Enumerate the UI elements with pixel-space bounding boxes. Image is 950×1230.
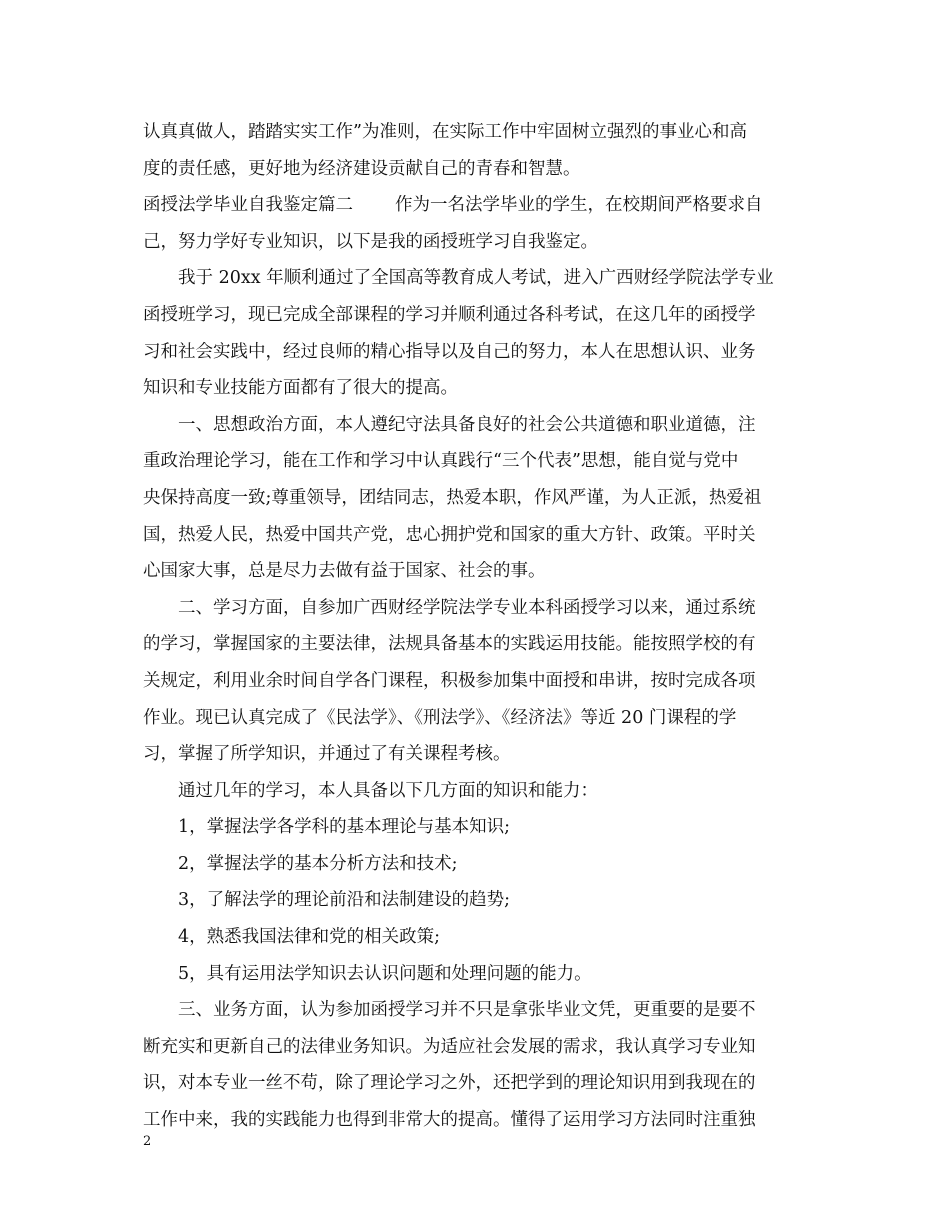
paragraph-start: 二、学习方面，自参加广西财经学院法学专业本科函授学习以来，通过系统 bbox=[178, 597, 756, 618]
page-number: 2 bbox=[143, 1134, 152, 1149]
list-item: 1，掌握法学各学科的基本理论与基本知识; bbox=[178, 817, 511, 838]
section-heading-line bbox=[143, 187, 811, 224]
text-line: 国，热爱人民，热爱中国共产党，忠心拥护党和国家的重大方针、政策。平时关 bbox=[143, 524, 756, 545]
text-line: 关规定，利用业余时间自学各门课程，积极参加集中面授和串讲，按时完成各项 bbox=[143, 670, 756, 691]
paragraph-start: 三、业务方面，认为参加函授学习并不只是拿张毕业文凭，更重要的是要不 bbox=[178, 1000, 756, 1021]
text-line: 习，掌握了所学知识，并通过了有关课程考核。 bbox=[143, 744, 511, 765]
text-line: 识，对本专业一丝不苟，除了理论学习之外，还把学到的理论知识用到我现在的 bbox=[143, 1073, 756, 1094]
text-line: 作业。现已认真完成了《民法学》、《刑法学》、《经济法》等近 20 门课程的学 bbox=[143, 707, 737, 728]
text-line: 知识和专业技能方面都有了很大的提高。 bbox=[143, 378, 458, 399]
text-line: 央保持高度一致;尊重领导，团结同志，热爱本职，作风严谨，为人正派，热爱祖 bbox=[143, 487, 762, 508]
text-line: 习和社会实践中，经过良师的精心指导以及自己的努力，本人在思想认识、业务 bbox=[143, 341, 756, 362]
list-item: 4，熟悉我国法律和党的相关政策; bbox=[178, 927, 441, 948]
text-line: 重政治理论学习，能在工作和学习中认真践行“三个代表”思想，能自觉与党中 bbox=[143, 451, 739, 472]
list-item: 3，了解法学的理论前沿和法制建设的趋势; bbox=[178, 890, 511, 911]
paragraph-start: 通过几年的学习，本人具备以下几方面的知识和能力： bbox=[178, 780, 598, 801]
text-line: 的学习，掌握国家的主要法律，法规具备基本的实践运用技能。能按照学校的有 bbox=[143, 634, 756, 655]
text-line: 己，努力学好专业知识，以下是我的函授班学习自我鉴定。 bbox=[143, 231, 598, 252]
text-line: 认真真做人，踏踏实实工作”为准则，在实际工作中牢固树立强烈的事业心和高 bbox=[143, 122, 747, 142]
section-heading: 函授法学毕业自我鉴定篇二 bbox=[143, 195, 353, 216]
text-line: 断充实和更新自己的法律业务知识。为适应社会发展的需求，我认真学习专业知 bbox=[143, 1036, 756, 1057]
document-body bbox=[143, 114, 811, 1139]
text-run: 作为一名法学毕业的学生，在校期间严格要求自 bbox=[395, 195, 763, 216]
paragraph-start: 我于 20xx 年顺利通过了全国高等教育成人考试，进入广西财经学院法学专业 bbox=[178, 268, 774, 289]
text-line: 函授班学习，现已完成全部课程的学习并顺利通过各科考试，在这几年的函授学 bbox=[143, 304, 756, 325]
list-item: 2，掌握法学的基本分析方法和技术; bbox=[178, 853, 458, 874]
paragraph-start: 一、思想政治方面，本人遵纪守法具备良好的社会公共道德和职业道德，注 bbox=[178, 414, 756, 435]
text-line: 度的责任感，更好地为经济建设贡献自己的青春和智慧。 bbox=[143, 158, 581, 179]
list-item: 5，具有运用法学知识去认识问题和处理问题的能力。 bbox=[178, 963, 592, 984]
text-line: 心国家大事，总是尽力去做有益于国家、社会的事。 bbox=[143, 561, 546, 582]
text-line: 工作中来，我的实践能力也得到非常大的提高。懂得了运用学习方法同时注重独 bbox=[143, 1110, 756, 1131]
